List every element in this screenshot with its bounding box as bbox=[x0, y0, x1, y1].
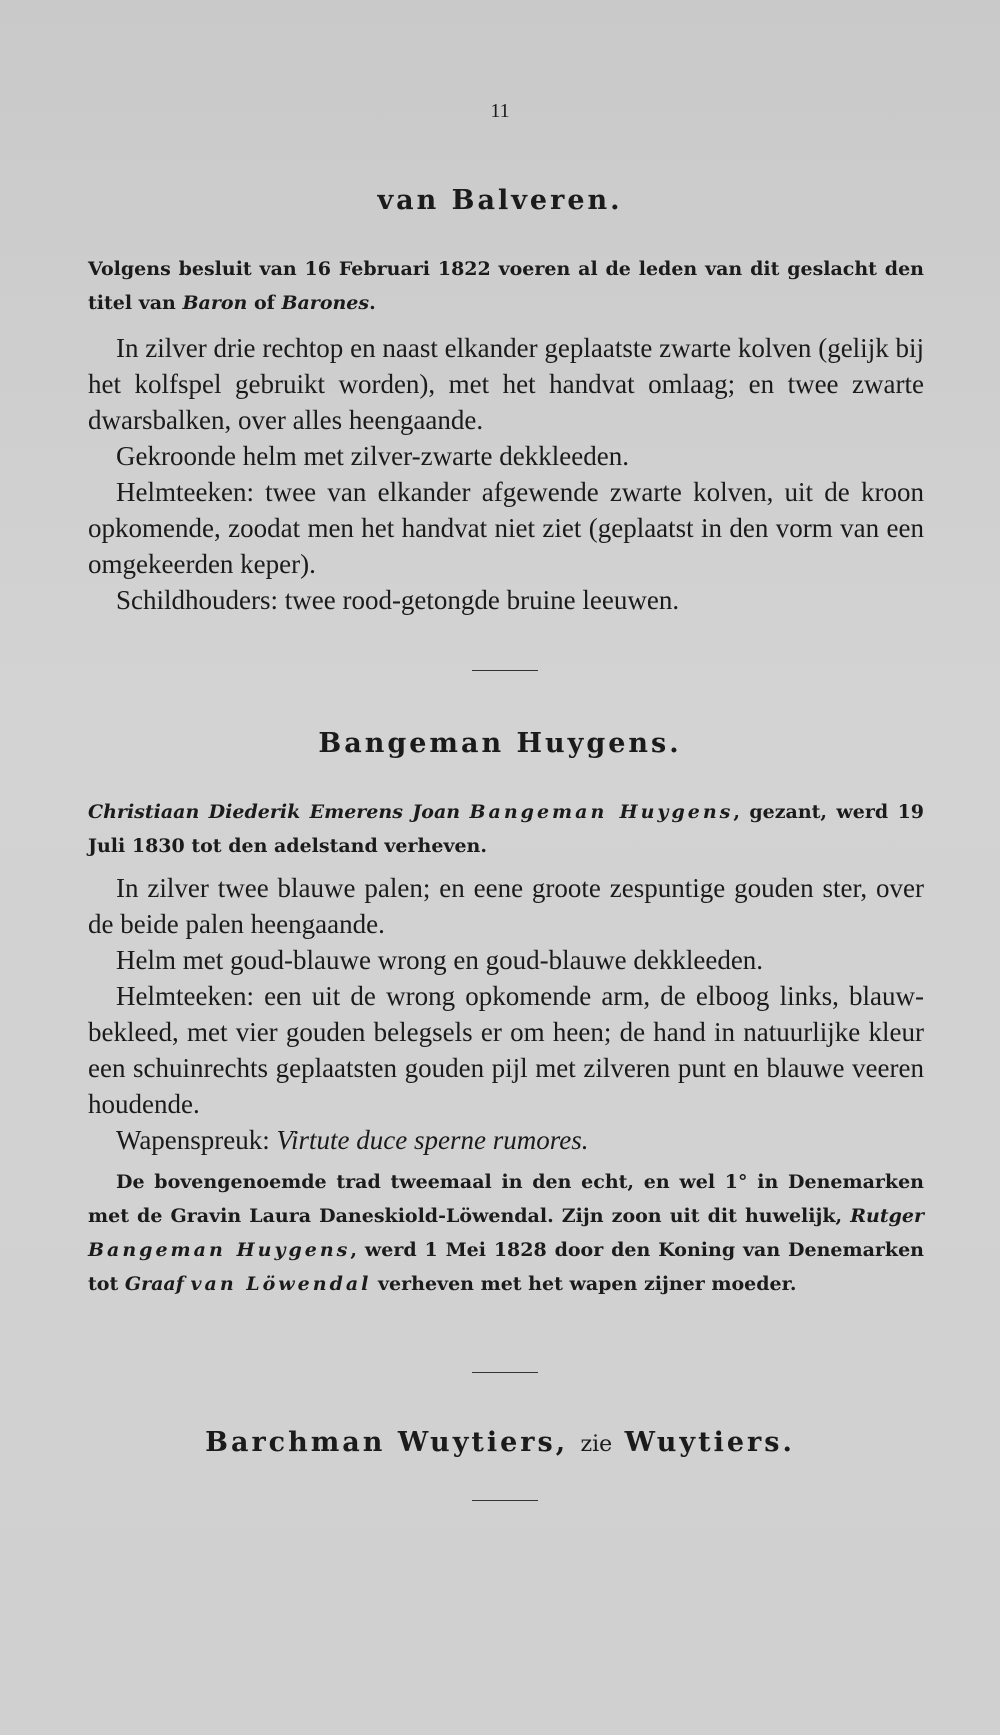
balveren-shield: In zilver drie rechtop en naast elkander geplaatste zwarte kolven (gelijk bij het kolfspel gebruikt worden), met het handvat omlaag; en twee zwarte dwarsbalken, over alles heengaande. bbox=[88, 333, 924, 435]
huygens-shield: In zilver twee blauwe palen; en eene groote zespuntige gouden ster, over de beide palen heengaande. bbox=[88, 873, 924, 939]
huygens-note: De bovengenoemde trad tweemaal in den echt, en wel 1° in Denemarken met de Gravin Laura Daneskiold-Löwendal. Zijn zoon uit dit huwelijk, Rutger Bangeman Huygens, werd 1 Mei 1828 door den Koning van Denemarken tot Graaf van Löwendal verheven met het wapen zijner moeder. bbox=[88, 1171, 925, 1295]
heading-van-balveren: van Balveren. bbox=[377, 185, 623, 216]
balveren-intro: Volgens besluit van 16 Februari 1822 voeren al de leden van dit geslacht den titel van Baron of Barones. bbox=[88, 258, 924, 314]
huygens-helm: Helm met goud-blauwe wrong en goud-blauwe dekkleeden. bbox=[116, 945, 764, 975]
balveren-helm: Gekroonde helm met zilver-zwarte dekkleeden. bbox=[116, 441, 629, 471]
cross-ref-zie: zie bbox=[580, 1432, 613, 1457]
separator-1 bbox=[472, 670, 538, 671]
huygens-helmteeken: Helmteeken: een uit de wrong opkomende arm, de elboog links, blauw-bekleed, met vier gouden belegsels er om heen; de hand in natuurlijke kleur een schuinrechts geplaatsten gouden pijl met zilveren punt en blauwe veeren houdende. bbox=[88, 981, 924, 1119]
heading-bangeman-huygens: Bangeman Huygens. bbox=[318, 728, 682, 759]
balveren-schildhouders: Schildhouders: twee rood-getongde bruine leeuwen. bbox=[116, 585, 680, 615]
huygens-names: Christiaan Diederik Emerens Joan Bangeman Huygens, gezant, werd 19 Juli 1830 tot den adelstand verheven. bbox=[88, 801, 925, 857]
heading-barchman-wuytiers: Barchman Wuytiers, zie Wuytiers. bbox=[205, 1427, 795, 1458]
separator-3 bbox=[472, 1500, 538, 1501]
separator-2 bbox=[472, 1372, 538, 1373]
huygens-wapenspreuk: Wapenspreuk: Virtute duce sperne rumores. bbox=[116, 1125, 589, 1155]
cross-ref-target: Wuytiers. bbox=[624, 1427, 795, 1458]
page-number: 11 bbox=[490, 100, 510, 122]
balveren-helmteeken: Helmteeken: twee van elkander afgewende zwarte kolven, uit de kroon opkomende, zoodat men het handvat niet ziet (geplaatst in den vorm van een omgekeerden keper). bbox=[88, 477, 924, 579]
